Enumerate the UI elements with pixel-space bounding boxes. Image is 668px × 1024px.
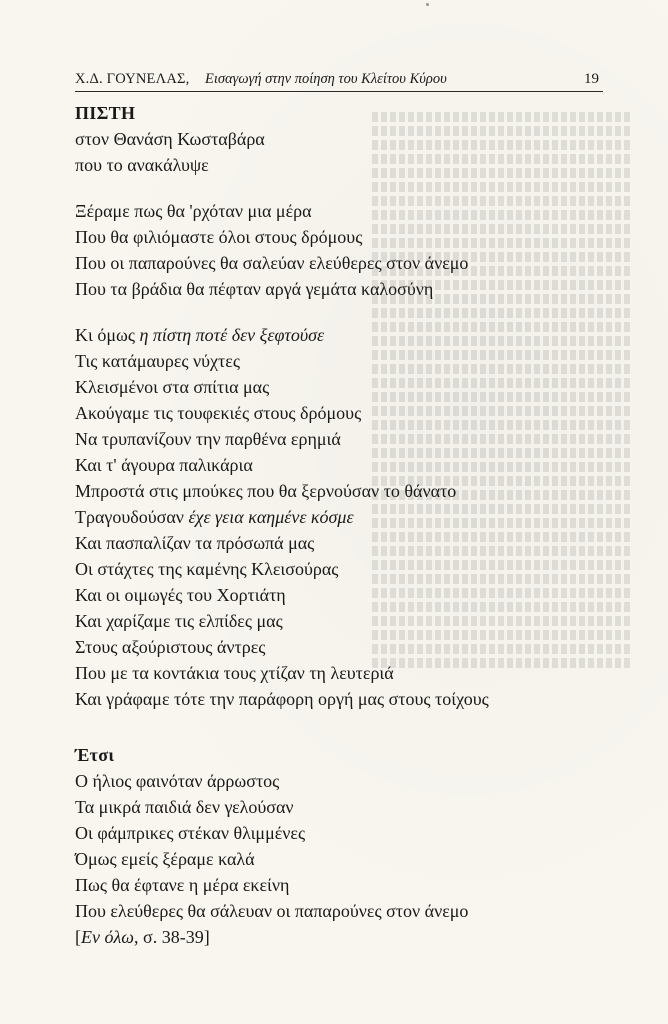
running-header	[75, 64, 601, 90]
stanza-break	[75, 178, 595, 198]
verse-line: Ακούγαμε τις τουφεκιές στους δρόμους	[75, 403, 362, 423]
verse-italic: η πίστη ποτέ δεν ξεφτούσε	[139, 325, 325, 345]
verse-line: Και πασπαλίζαν τα πρόσωπά μας	[75, 533, 315, 553]
verse-line: Και γράφαμε τότε την παράφορη οργή μας στους τοίχους	[75, 689, 489, 709]
verse-line: Να τρυπανίζουν την παρθένα ερημιά	[75, 429, 341, 449]
header-author: Χ.Δ. ΓΟΥΝΕΛΑΣ,	[75, 71, 190, 87]
verse-line: Που τα βράδια θα πέφταν αργά γεμάτα καλοσύνη	[75, 279, 434, 299]
verse-line: Και τ' άγουρα παλικάρια	[75, 455, 253, 475]
verse-line: Που ελεύθερες θα σάλευαν οι παπαρούνες στον άνεμο	[75, 901, 469, 921]
verse-italic: έχε γεια καημένε κόσμε	[188, 507, 354, 527]
verse-line: Οι στάχτες της καμένης Κλεισούρας	[75, 559, 339, 579]
paper-speck	[426, 3, 429, 6]
verse-line: Ξέραμε πως θα 'ρχόταν μια μέρα	[75, 201, 312, 221]
header-rule	[75, 91, 603, 92]
verse-line: Τα μικρά παιδιά δεν γελούσαν	[75, 797, 294, 817]
citation-pages: , σ. 38-39]	[134, 927, 210, 947]
citation-source: Εν όλω	[81, 927, 134, 947]
verse-line: Ο ήλιος φαινόταν άρρωστος	[75, 771, 280, 791]
verse-line: Και χαρίζαμε τις ελπίδες μας	[75, 611, 283, 631]
verse-line: Που με τα κοντάκια τους χτίζαν τη λευτεριά	[75, 663, 394, 683]
verse-line: Στους αξούριστους άντρες	[75, 637, 266, 657]
verse-line	[75, 504, 595, 530]
citation-bracket: [	[75, 927, 81, 947]
verse-line: Πως θα έφτανε η μέρα εκείνη	[75, 875, 290, 895]
verse-line: Και οι οιμωγές του Χορτιάτη	[75, 585, 286, 605]
dedication-line: στον Θανάση Κωσταβάρα	[75, 129, 265, 149]
verse-text: Κι όμως	[75, 325, 140, 345]
dedication-line: που το ανακάλυψε	[75, 155, 209, 175]
verse-line: Μπροστά στις μπούκες που θα ξερνούσαν το θάνατο	[75, 481, 457, 501]
verse-line	[75, 322, 595, 348]
header-book-title: Εισαγωγή στην ποίηση του Κλείτου Κύρου	[205, 71, 447, 87]
stanza-break	[75, 302, 595, 322]
verse-line: Κλεισμένοι στα σπίτια μας	[75, 377, 270, 397]
citation	[75, 924, 595, 950]
verse-line: Που οι παπαρούνες θα σαλεύαν ελεύθερες στον άνεμο	[75, 253, 469, 273]
verse-line: Οι φάμπρικες στέκαν θλιμμένες	[75, 823, 306, 843]
page-number: 19	[584, 71, 599, 87]
verse-text: Τραγουδούσαν	[75, 507, 189, 527]
poem-break	[75, 712, 595, 742]
verse-line: Τις κατάμαυρες νύχτες	[75, 351, 240, 371]
verse-line: Που θα φιλιόμαστε όλοι στους δρόμους	[75, 227, 363, 247]
poem-title: Έτσι	[75, 745, 115, 765]
poem-content	[75, 100, 595, 950]
poem-title: ΠΙΣΤΗ	[75, 103, 136, 123]
verse-line: Όμως εμείς ξέραμε καλά	[75, 849, 255, 869]
